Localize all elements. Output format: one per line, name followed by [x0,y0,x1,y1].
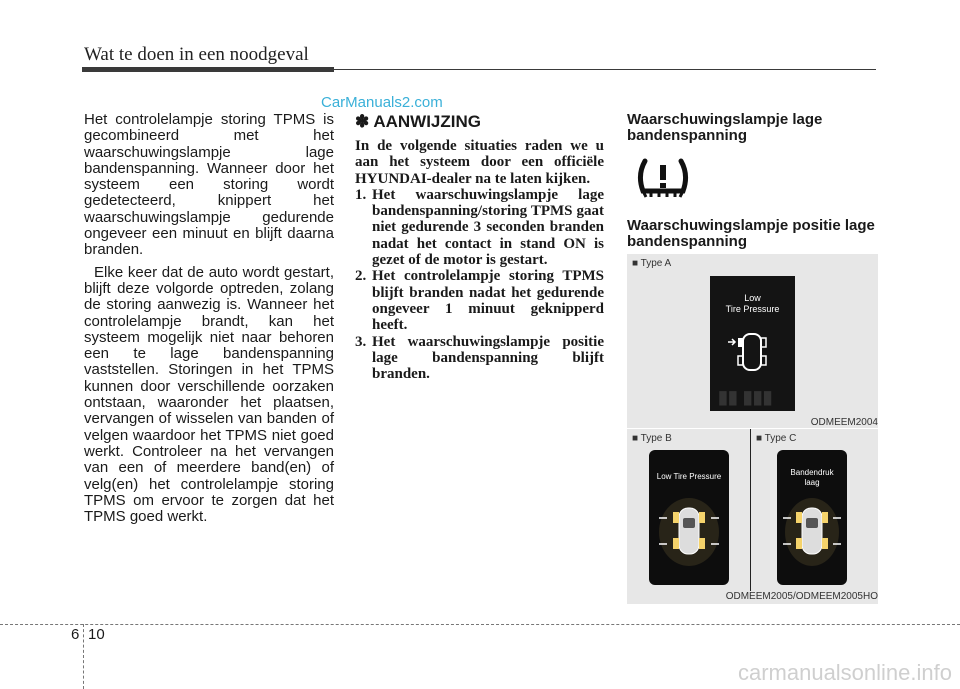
type-c-display-line-2: laag [804,478,820,487]
car-tire-icon [710,326,795,381]
type-c-display-line-1: Bandendruk [790,468,834,477]
type-c-display [777,450,847,585]
type-a-label: ■ Type A [632,258,672,269]
header-rule [334,69,876,70]
note-title: ✽ AANWIJZING [355,112,481,131]
page-header-title: Wat te doen in een noodgeval [84,44,309,65]
list-item-number: 3. [355,333,367,350]
list-item [355,268,604,333]
type-c-label: ■ Type C [756,433,797,444]
list-item [355,187,604,268]
type-a-display-text [710,293,795,315]
watermark-top: CarManuals2.com [321,94,443,111]
list-item-text: Het waarschuwingslampje positie lage bandenspanning blijft branden. [372,333,604,383]
position-lamp-heading-wrap [627,218,879,250]
list-item-number: 2. [355,268,367,285]
type-b-display-text: Low Tire Pressure [656,472,722,481]
list-item-text: Het controlelampje storing TPMS blijft branden nadat het gedurende ongeveer 1 minuut geknipperd heeft. [372,268,604,334]
heading-position-lamp: Waarschuwingslampje positie lage bandenspanning [627,217,875,250]
footer-divider [83,624,84,689]
type-b-display [649,450,729,585]
note-section [355,112,604,382]
header-bar [82,67,334,72]
type-c-display-text [777,468,847,488]
footer-rule [0,624,960,625]
image-code-2: ODMEEM2005/ODMEEM2005HO [725,591,878,602]
list-item-number: 1. [355,186,367,203]
note-list [355,187,604,383]
type-b-label: ■ Type B [632,433,672,444]
note-intro: In de volgende situaties raden we u aan het systeem door een officiële HYUNDAI-dealer na te laten kijken. [355,138,604,187]
warning-lamp-section [627,112,879,144]
list-item-text: Het waarschuwingslampje lage bandenspanning/storing TPMS gaat niet gedurende 3 seconden branden nadat het contact in stand ON is gezet of de motor is gestart. [372,186,604,269]
type-a-display [710,276,795,411]
car-tire-icon [649,492,729,572]
paragraph-1: Het controlelampje storing TPMS is gecombineerd met het waarschuwingslampje lage bandenspanning. Wanneer door het systeem een storing wordt gedetecteerd, knippert het waarschuwingslampje gedurende ongeveer een minuut en blijft daarna branden. [84,111,334,259]
section-number: 6 [71,626,80,643]
page-number: 10 [88,626,105,643]
panel-divider-vertical [750,429,751,591]
image-code-1: ODMEEM2004 [810,417,878,428]
column-1-body [84,112,334,531]
list-item [355,334,604,383]
type-a-display-line-2: Tire Pressure [725,304,780,314]
tpms-warning-icon [633,153,693,203]
type-a-display-line-1: Low [744,293,761,303]
watermark-bottom: carmanualsonline.info [737,660,952,685]
panel-divider-horizontal [627,428,878,429]
paragraph-2: Elke keer dat de auto wordt gestart, blijft deze volgorde optreden, zolang de storing aanwezig is. Wanneer het controlelampje brandt, kan het systeem mogelijk niet naar behoren een te lage bandenspanning vaststellen. Storingen in het TPMS kunnen door verschillende oorzaken ontstaan, waaronder het plaatsen, vervangen of wisselen van banden of velgen waardoor het TPMS niet goed werkt. Controleer na het vervangen van een of meerdere band(en) of velg(en) het controlelampje storing TPMS om ervoor te zorgen dat het TPMS goed werkt. [84,263,334,526]
car-tire-icon [777,492,847,572]
type-a-faint-segments: ▮▮ ▮▮▮ [718,387,773,407]
heading-low-pressure-lamp: Waarschuwingslampje lage bandenspanning [627,111,823,144]
